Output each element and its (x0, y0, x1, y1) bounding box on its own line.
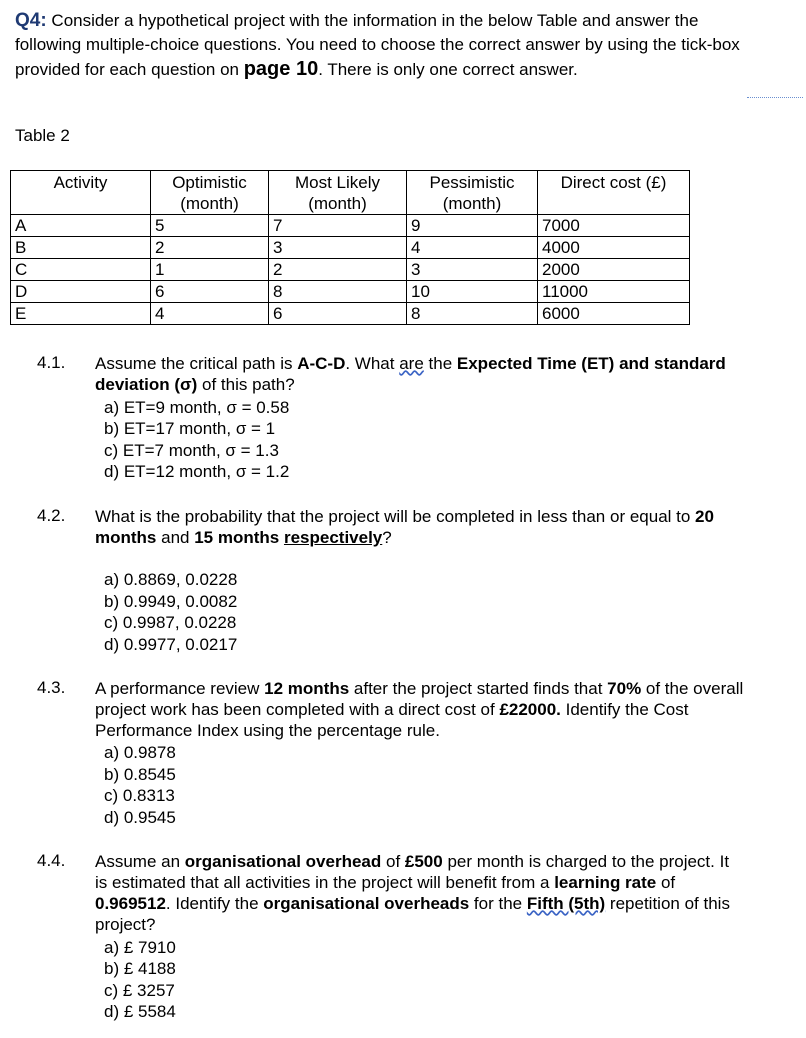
cell-pessimistic: 3 (407, 259, 538, 281)
intro-text-end: . There is only one correct answer. (318, 60, 578, 79)
q43-text-part: Identify the Cost Performance Index using the percentage rule. (95, 700, 689, 740)
q41-text-part: the (423, 354, 457, 373)
q44-option-c: c) £ 3257 (104, 981, 175, 1000)
q42-option-c: c) 0.9987, 0.0228 (104, 613, 237, 632)
activity-table (10, 170, 690, 325)
q42-option-b: b) 0.9949, 0.0082 (104, 592, 238, 611)
q44-bold-phrase: organisational overheads (263, 894, 470, 913)
q44-text-part: Assume an (95, 852, 185, 871)
cell-pessimistic: 4 (407, 237, 538, 259)
header-pessimistic: Pessimistic (month) (407, 171, 538, 215)
q42-text-part: ? (382, 528, 392, 547)
cell-activity: D (11, 281, 151, 303)
header-most-likely: Most Likely (month) (269, 171, 407, 215)
table-row (11, 237, 690, 259)
q44-bold-value: 0.969512 (95, 894, 166, 913)
dotted-rule (747, 97, 803, 98)
q44-bold-phrase: organisational overhead (184, 852, 382, 871)
q44-underlined-phrase: Fifth (5th) (526, 894, 606, 913)
cell-direct-cost: 11000 (538, 281, 690, 303)
q44-number: 4.4. (37, 851, 66, 870)
q44-option-b: b) £ 4188 (104, 959, 176, 978)
cell-most-likely: 6 (269, 303, 407, 325)
cell-pessimistic: 8 (407, 303, 538, 325)
q42-number: 4.2. (37, 506, 66, 525)
table-header-row (11, 171, 690, 215)
q41-underlined-word: are (399, 354, 424, 373)
q43-text-part: A performance review (95, 679, 265, 698)
table-row (11, 215, 690, 237)
q41-option-d: d) ET=12 month, σ = 1.2 (104, 462, 290, 481)
question-intro (15, 9, 755, 82)
q44-text-part: repetition of this project? (95, 894, 730, 934)
q42-text-part: and (156, 528, 195, 547)
cell-direct-cost: 7000 (538, 215, 690, 237)
q41-text (95, 353, 745, 395)
cell-optimistic: 2 (151, 237, 269, 259)
q41-text-part: Assume the critical path is (95, 354, 298, 373)
cell-pessimistic: 9 (407, 215, 538, 237)
q42-text-part: What is the probability that the project will be completed in less than or equal to (95, 507, 696, 526)
q43-bold-value: 70% (607, 679, 642, 698)
q44-text-part: of (656, 873, 676, 892)
q44-text-part: . Identify the (165, 894, 264, 913)
header-activity: Activity (11, 171, 151, 215)
page-reference: page 10 (243, 58, 319, 80)
q43-option-c: c) 0.8313 (104, 786, 175, 805)
cell-optimistic: 4 (151, 303, 269, 325)
q41-option-c: c) ET=7 month, σ = 1.3 (104, 441, 279, 460)
cell-direct-cost: 2000 (538, 259, 690, 281)
q43-number: 4.3. (37, 678, 66, 697)
cell-most-likely: 8 (269, 281, 407, 303)
q41-option-a: a) ET=9 month, σ = 0.58 (104, 398, 290, 417)
q43-bold-value: £22000. (499, 700, 561, 719)
q41-critical-path: A-C-D (297, 354, 346, 373)
cell-activity: B (11, 237, 151, 259)
cell-optimistic: 5 (151, 215, 269, 237)
header-direct-cost: Direct cost (£) (538, 171, 690, 215)
cell-optimistic: 1 (151, 259, 269, 281)
q41-option-b: b) ET=17 month, σ = 1 (104, 419, 276, 438)
cell-most-likely: 2 (269, 259, 407, 281)
q44-text-part: per month is charged to the project. It is estimated that all activities in the project will benefit from a (95, 852, 730, 892)
table-row (11, 303, 690, 325)
q41-text-part: of this path? (197, 375, 295, 394)
q43-text-part: after the project started finds that (349, 679, 608, 698)
q44-text-part: of (381, 852, 405, 871)
cell-most-likely: 3 (269, 237, 407, 259)
cell-direct-cost: 6000 (538, 303, 690, 325)
q43-text-part: of the overall project work has been completed with a direct cost of (95, 679, 744, 719)
table-row (11, 259, 690, 281)
cell-direct-cost: 4000 (538, 237, 690, 259)
q43-text (95, 678, 745, 741)
q41-number: 4.1. (37, 353, 66, 372)
q42-text (95, 506, 745, 548)
q41-bold-phrase: Expected Time (ET) and standard deviation (σ) (95, 354, 726, 394)
q44-option-a: a) £ 7910 (104, 938, 176, 957)
cell-most-likely: 7 (269, 215, 407, 237)
q42-underlined-word: respectively (283, 528, 383, 547)
q43-option-b: b) 0.8545 (104, 765, 176, 784)
cell-optimistic: 6 (151, 281, 269, 303)
cell-pessimistic: 10 (407, 281, 538, 303)
q44-option-d: d) £ 5584 (104, 1002, 176, 1021)
q44-text-part: for the (469, 894, 527, 913)
header-optimistic: Optimistic (month) (151, 171, 269, 215)
q42-option-a: a) 0.8869, 0.0228 (104, 570, 238, 589)
cell-activity: A (11, 215, 151, 237)
q42-option-d: d) 0.9977, 0.0217 (104, 635, 238, 654)
intro-text: Consider a hypothetical project with the information in the below Table and answer the following multiple-choice questions. You need to choose the correct answer by using the tick-box provided for each question on (15, 11, 740, 79)
q42-bold-value: 20 months (95, 507, 714, 547)
table-title: Table 2 (15, 126, 70, 145)
q44-bold-phrase: learning rate (554, 873, 657, 892)
q43-bold-value: 12 months (264, 679, 350, 698)
cell-activity: E (11, 303, 151, 325)
q44-text (95, 851, 745, 935)
q43-option-d: d) 0.9545 (104, 808, 176, 827)
table-row (11, 281, 690, 303)
q43-option-a: a) 0.9878 (104, 743, 176, 762)
q42-bold-value: 15 months (194, 528, 280, 547)
q41-text-part: . What (345, 354, 400, 373)
cell-activity: C (11, 259, 151, 281)
question-number: Q4: (15, 10, 47, 31)
q44-bold-value: £500 (404, 852, 443, 871)
